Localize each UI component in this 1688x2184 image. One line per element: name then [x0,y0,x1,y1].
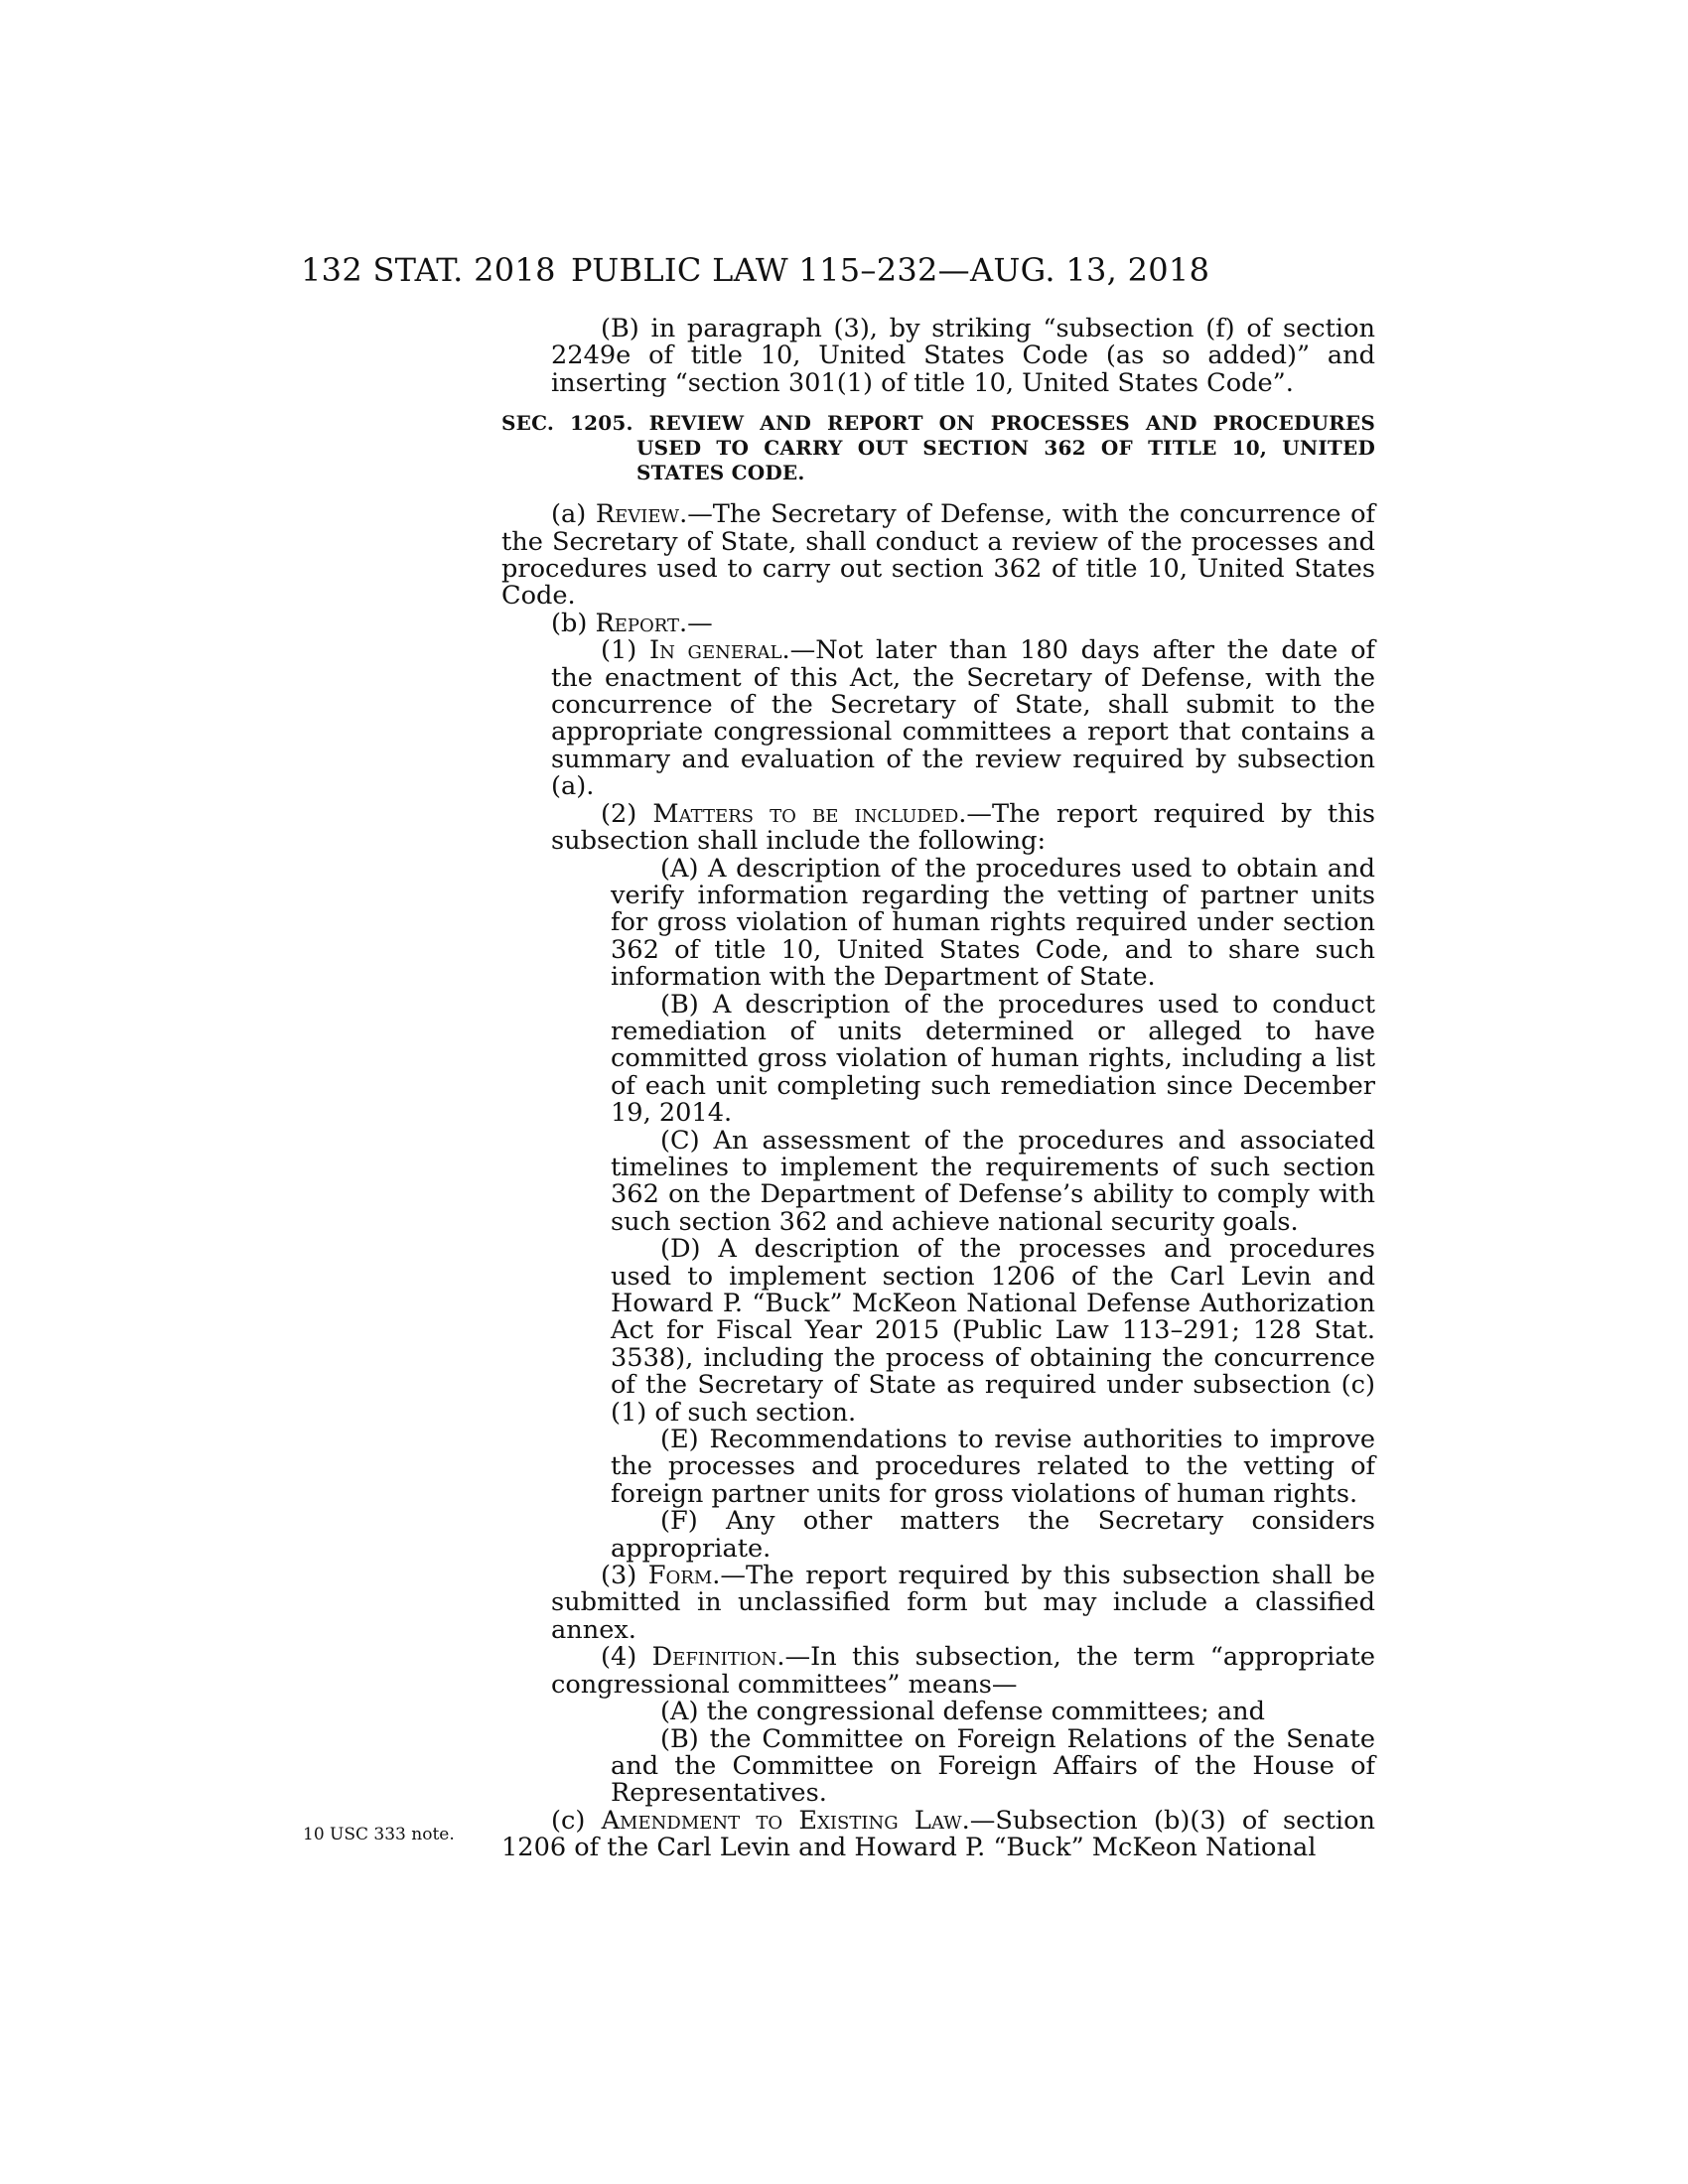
paragraph-b1-heading: In general [648,635,782,666]
page-reference: 132 STAT. 2018 [301,251,556,289]
statute-body [501,316,1375,1862]
subparagraph-b2F: (F) Any other matters the Secretary considers appropriate. [611,1506,1375,1564]
paragraph-b3 [501,1563,1375,1644]
subsection-c-heading: Amendment to Existing Law [601,1805,962,1836]
paragraph-b-para3: (B) in paragraph (3), by striking “subsection (f) of section 2249e of title 10, United States Code (as so added)” and inserting “section 301(1) of title 10, United States Code”. [551,314,1375,398]
subparagraph-b2B: (B) A description of the procedures used to conduct remediation of units determined or alleged to have committed gross violation of human rights, including a list of each unit completing such remediation since December 19, 2014. [611,989,1375,1129]
subsection-b-text: .— [679,608,713,638]
subparagraph-b2C: (C) An assessment of the procedures and associated timelines to implement the requirements of such section 362 on the Department of Defense’s ability to comply with such section 362 and achieve national security goals. [611,1125,1375,1237]
subparagraph-b4A: (A) the congressional defense committees; and [660,1697,1265,1727]
running-title: PUBLIC LAW 115–232—AUG. 13, 2018 [571,251,1210,289]
subsection-a-heading: Review [595,499,680,530]
paragraph-b4-text: .—In this subsection, the term “appropriate congressional committees” means— [551,1642,1375,1700]
paragraph-b1-label: (1) [601,635,649,666]
subsection-c-text: .—Subsection (b)(3) of section 1206 of the Carl Levin and Howard P. “Buck” McKeon National [501,1805,1375,1863]
subsection-a-label: (a) [551,499,596,530]
section-heading: SEC. 1205. REVIEW AND REPORT ON PROCESSES AND PROCEDURES USED TO CARRY OUT SECTION 362 OF TITLE 10, UNITED STATES CODE. [501,411,1375,485]
subsection-a-text: .—The Secretary of Defense, with the concurrence of the Secretary of State, shall conduct a review of the processes and procedures used to carry out section 362 of title 10, United States Code. [501,499,1376,612]
subparagraph-b2E: (E) Recommendations to revise authorities to improve the processes and procedures related to the vetting of foreign partner units for gross violations of human rights. [611,1425,1375,1509]
subsection-c [501,1805,1375,1863]
subsection-b [501,608,1375,638]
subparagraph-b2A: (A) A description of the procedures used to obtain and verify information regarding the vetting of partner units for gross violation of human rights required under section 362 of title 10, United States Code, and to share such information with the Department of State. [611,853,1375,993]
subsection-c-label: (c) [551,1805,602,1836]
paragraph-b3-label: (3) [601,1561,648,1591]
paragraph-b1 [501,637,1375,800]
paragraph-b4 [501,1644,1375,1699]
paragraph-b4-label: (4) [601,1642,652,1673]
subparagraph-b2D: (D) A description of the processes and procedures used to implement section 1206 of the Carl Levin and Howard P. “Buck” McKeon National Defense Authorization Act for Fiscal Year 2015 (Public Law 113–291; 128 Stat. 3538), including the process of obtaining the concurrence of the Secretary of State as required under subsection (c)(1) of such section. [611,1234,1375,1428]
paragraph-b3-text: .—The report required by this subsection shall be submitted in unclassified form but may include a classified annex. [551,1561,1376,1645]
margin-note: 10 USC 333 note. [303,1825,455,1844]
paragraph-b3-heading: Form [647,1561,713,1591]
subparagraph-b4B: (B) the Committee on Foreign Relations of the Senate and the Committee on Foreign Affairs of the House of Representatives. [611,1723,1375,1809]
paragraph-b2-text: .—The report required by this subsection shall include the following: [551,798,1376,857]
subsection-b-heading: Report [595,608,680,638]
paragraph-b2 [501,798,1376,857]
subsection-a [501,501,1375,611]
paragraph-b4-heading: Definition [651,1642,777,1673]
paragraph-b2-label: (2) [601,798,653,829]
subsection-b-label: (b) [551,608,596,638]
paragraph-b2-heading: Matters to be included [652,798,959,829]
paragraph-b1-text: .—Not later than 180 days after the date of the enactment of this Act, the Secretary of Defense, with the concurrence of the Secretary of State, shall submit to the appropriate congressional committees a report that contains a summary and evaluation of the review required by subsection (a). [551,635,1375,802]
